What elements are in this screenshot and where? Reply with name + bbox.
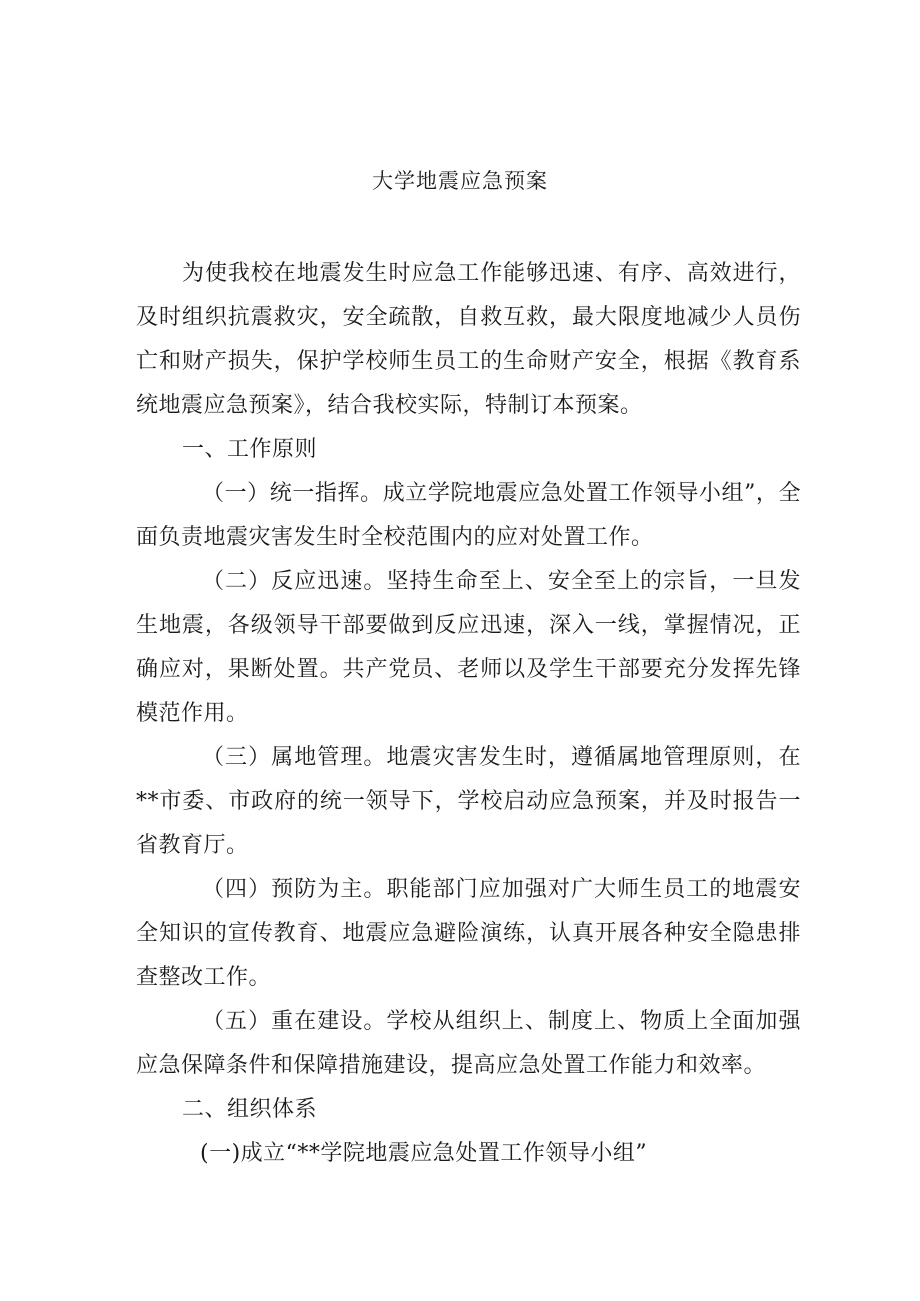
principle-rapid-response: （二）反应迅速。坚持生命至上、安全至上的宗旨，一旦发生地震，各级领导干部要做到反应迅速，深入一线，掌握情况，正确应对，果断处置。共产党员、老师以及学生干部要充分发挥先锋模范作用。	[136, 569, 801, 726]
principle-focus-on-building: （五）重在建设。学校从组织上、制度上、物质上全面加强应急保障条件和保障措施建设，提高应急处置工作能力和效率。	[136, 1009, 801, 1078]
principle-territorial-management: （三）属地管理。地震灾害发生时，遵循属地管理原则，在**市委、市政府的统一领导下，学校启动应急预案，并及时报告一省教育厅。	[136, 745, 801, 858]
organization-leading-group: (一)成立“**学院地震应急处置工作领导小组”	[200, 1141, 648, 1166]
section-heading-principles: 一、工作原则	[182, 437, 318, 462]
document-title: 大学地震应急预案	[372, 169, 548, 193]
document-body	[136, 252, 801, 1176]
principle-prevention-first: （四）预防为主。职能部门应加强对广大师生员工的地震安全知识的宣传教育、地震应急避险演练，认真开展各种安全隐患排查整改工作。	[136, 877, 801, 990]
principle-unified-command: （一）统一指挥。成立学院地震应急处置工作领导小组”，全面负责地震灾害发生时全校范围内的应对处置工作。	[136, 481, 801, 550]
section-heading-organization: 二、组织体系	[182, 1097, 318, 1122]
intro-paragraph: 为使我校在地震发生时应急工作能够迅速、有序、高效进行，及时组织抗震救灾，安全疏散，自救互救，最大限度地减少人员伤亡和财产损失，保护学校师生员工的生命财产安全，根据《教育系统地震应急预案》，结合我校实际，特制订本预案。	[136, 261, 801, 418]
